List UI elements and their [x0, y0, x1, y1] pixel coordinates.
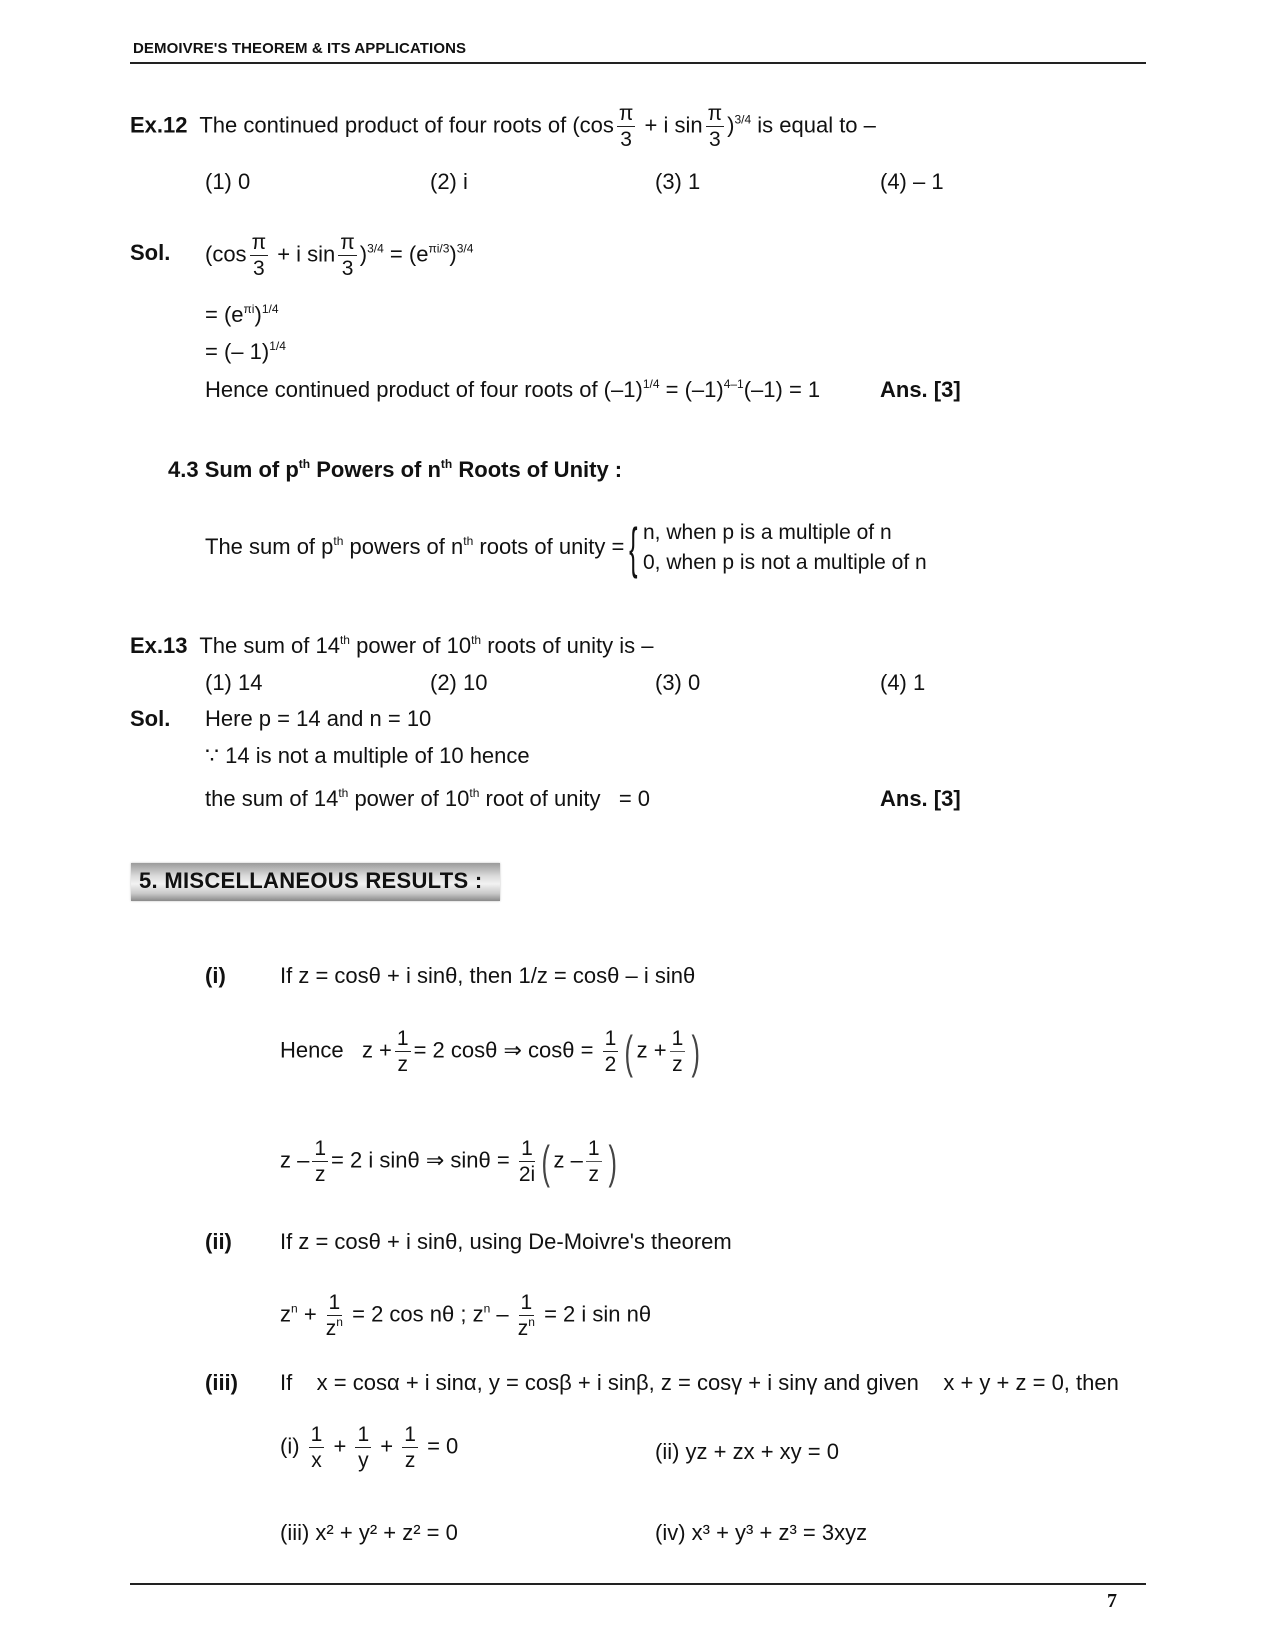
solution-line-2: = $(e^{\pi i})^{1/4}$: [205, 302, 279, 327]
solution-label: Sol.: [130, 240, 171, 265]
option-1: (1) 0: [205, 169, 251, 194]
result-ii: (ii) yz + zx + xy = 0: [655, 1439, 839, 1464]
item-iii-line: If x = cosα + i sinα, y = cosβ + i sinβ, z = cosγ + i sinγ and given x + y + z = 0, then: [280, 1370, 1119, 1395]
example-label: Ex.13: [130, 633, 188, 658]
answer: Ans. [3]: [880, 786, 961, 811]
section-title: 5. MISCELLANEOUS RESULTS :: [139, 868, 483, 893]
footer-rule: [130, 1583, 1146, 1585]
option-3: (3) 0: [655, 670, 701, 695]
item-ii-equation: $z^n$ + $\frac{1}{z^n}$ = 2 cos nθ ; $z^n$ – $\frac{1}{z^n}$ = 2 i sin nθ: [280, 1291, 652, 1340]
item-ii-line: If z = cosθ + i sinθ, using De-Moivre's theorem: [280, 1229, 732, 1254]
solution-line-2: ∵ 14 is not a multiple of 10 hence: [205, 743, 530, 768]
solution-line-4: Hence continued product of four roots of $(-1)^{1/4} = (-1)^{4-1}(-1) = 1$: [205, 377, 821, 402]
item-label: (iii): [205, 1370, 238, 1395]
cases: n, when p is a multiple of n 0, when p is not a multiple of n: [643, 521, 927, 574]
fraction: $\frac{\pi}{3}$: [618, 102, 634, 151]
example-label: Ex.12: [130, 112, 188, 138]
option-2: (2) i: [430, 169, 468, 194]
item-label: (ii): [205, 1229, 232, 1254]
item-i-equation-2: z – $\frac{1}{z}$ = 2 i sinθ ⇒ sinθ = $\frac{1}{2i}$ ( z – $\frac{1}{z}$ ): [280, 1135, 617, 1188]
page-number: 7: [1107, 1590, 1117, 1612]
section-banner: [131, 863, 500, 901]
option-2: (2) 10: [430, 670, 488, 695]
result-iv: (iv) x³ + y³ + z³ = 3xyz: [655, 1520, 868, 1545]
result-i: (i) $\frac{1}{x}$ + $\frac{1}{y}$ + $\frac{1}{z}$ = 0: [280, 1423, 459, 1472]
running-header: DEMOIVRE'S THEOREM & ITS APPLICATIONS: [133, 40, 467, 57]
section-heading: 4.3 Sum of $p^{th}$ Powers of $n^{th}$ Roots of Unity :: [168, 457, 623, 482]
ex13-question: Ex.13 The sum of 14th power of 10th roots of unity is –: [130, 633, 654, 658]
fraction: $\frac{\pi}{3}$: [707, 102, 723, 151]
brace-icon: {: [629, 516, 638, 579]
header-rule: [130, 62, 1146, 64]
item-i-equation-1: Hence z + $\frac{1}{z}$ = 2 cosθ ⇒ cosθ = $\frac{1}{2}$ ( z + $\frac{1}{z}$ ): [280, 1025, 701, 1078]
ex12-question: Ex.12 The continued product of four roots of (cos $\frac{\pi}{3}$ + i sin $\frac{\pi}{3}$ )$^{3/4}$ is equal to –: [130, 102, 876, 151]
option-4: (4) 1: [880, 670, 926, 695]
sum-formula: The sum of $p^{th}$ powers of $n^{th}$ roots of unity ={ n, when p is a multiple of n 0, when p is not a multiple of n: [205, 516, 927, 579]
result-iii: (iii) x² + y² + z² = 0: [280, 1520, 458, 1545]
option-1: (1) 14: [205, 670, 263, 695]
answer: Ans. [3]: [880, 377, 961, 402]
option-3: (3) 1: [655, 169, 701, 194]
solution-line-1: Here p = 14 and n = 10: [205, 706, 432, 731]
item-label: (i): [205, 963, 226, 988]
solution-line-3: the sum of 14th power of 10th root of unity = 0: [205, 786, 651, 811]
item-i-line: If z = cosθ + i sinθ, then 1/z = cosθ – i sinθ: [280, 963, 696, 988]
solution-line-1: (cos $\frac{\pi}{3}$ + i sin $\frac{\pi}{3}$ )$^{3/4} = (e^{\pi i/3})^{3/4}$: [205, 231, 474, 280]
solution-label: Sol.: [130, 706, 171, 731]
solution-line-3: = (– 1)$^{1/4}$: [205, 339, 286, 364]
option-4: (4) – 1: [880, 169, 944, 194]
